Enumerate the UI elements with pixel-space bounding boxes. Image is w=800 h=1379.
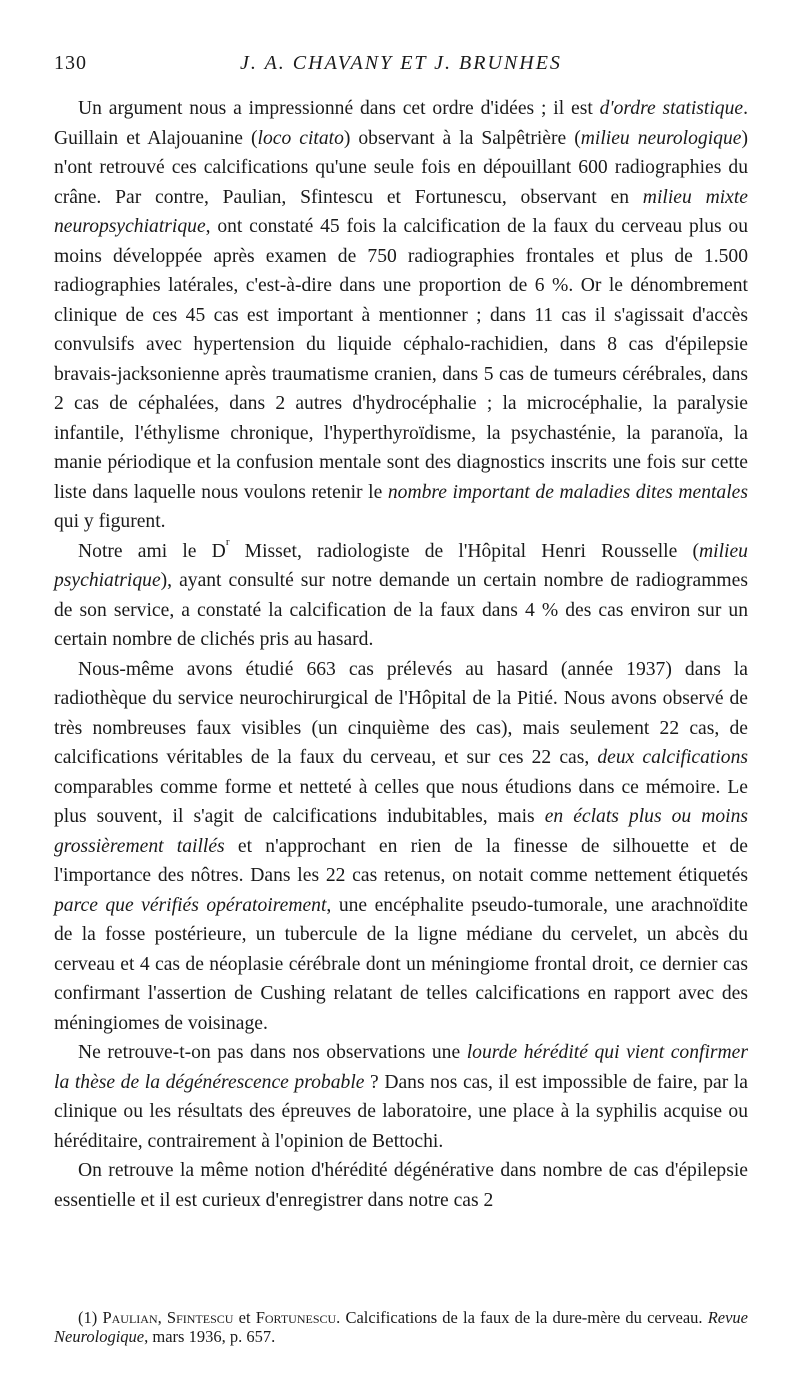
footnote [54,1308,748,1346]
footnote-text: (1) Paulian, Sfintescu et Fortunescu. Calcifications de la faux de la dure-mère du cerveau. Revue Neurologique, mars 1936, p. 657. [54,1308,749,1346]
page-header [54,46,748,80]
paragraph-3: Nous-même avons étudié 663 cas prélevés au hasard (année 1937) dans la radiothèque du service neurochirurgical de l'Hôpital de la Pitié. Nous avons observé de très nombreuses faux visibles (un cinquième des cas), mais seulement 22 cas, de calcifications véritables de la faux du cerveau, et sur ces 22 cas, deux calcifications comparables comme forme et netteté à celles que nous étudions dans ce mémoire. Le plus souvent, il s'agit de calcifications indubitables, mais en éclats plus ou moins grossièrement taillés et n'approchant en rien de la finesse de silhouette et de l'importance des nôtres. Dans les 22 cas retenus, on notait comme nettement étiquetés parce que vérifiés opératoirement, une encéphalite pseudo-tumorale, une arachnoïdite de la fosse postérieure, un tubercule de la ligne médiane du cervelet, un abcès du cerveau et 4 cas de néoplasie cérébrale dont un méningiome frontal droit, ce dernier cas confirmant l'assertion de Cushing relatant de telles calcifications en rapport avec des méningiomes de voisinage. [54,658,749,1034]
paragraph-4: Ne retrouve-t-on pas dans nos observations une lourde hérédité qui vient confirmer la thèse de la dégénérescence probable ? Dans nos cas, il est impossible de faire, par la clinique ou les résultats des épreuves de laboratoire, une place à la syphilis acquise ou héréditaire, contrairement à l'opinion de Bettochi. [54,1042,748,1152]
paragraph-1: Un argument nous a impressionné dans cet ordre d'idées ; il est d'ordre statistique. Guillain et Alajouanine (loco citato) observant à la Salpêtrière (milieu neurologique) n'ont retrouvé ces calcifications qu'une seule fois en dépouillant 600 radiographies du crâne. Par contre, Paulian, Sfintescu et Fortunescu, observant en milieu mixte neuropsychiatrique, ont constaté 45 fois la calcification de la faux du cerveau plus ou moins développée après examen de 750 radiographies frontales et plus de 1.500 radiographies latérales, c'est-à-dire dans une proportion de 6 %. Or le dénombrement clinique de ces 45 cas est important à mentionner ; dans 11 cas il s'agissait d'accès convulsifs avec hypertension du liquide céphalo-rachidien, dans 8 cas d'épilepsie bravais-jacksonienne après traumatisme cranien, dans 5 cas de tumeurs cérébrales, dans 2 cas de céphalées, dans 2 autres d'hydrocéphalie ; la microcéphalie, la paralysie infantile, l'éthylisme chronique, l'hyperthyroïdisme, la psychasténie, la paranoïa, la manie périodique et la confusion mentale sont des diagnostics inscrits une fois sur cette liste dans laquelle nous voulons retenir le nombre important de maladies dites mentales qui y figurent. [54,98,748,532]
footnote-mark: (1) [78,1308,98,1327]
running-head: J. A. CHAVANY ET J. BRUNHES [240,52,562,74]
body-text [54,94,748,1215]
paragraph-2: Notre ami le $D^r$ Misset, radiologiste de l'Hôpital Henri Rousselle (milieu psychiatrique), ayant consulté sur notre demande un certain nombre de radiogrammes de son service, a constaté la calcification de la faux dans 4 % des cas environ sur un certain nombre de clichés pris au hasard. [54,535,748,650]
paragraph-5: On retrouve la même notion d'hérédité dégénérative dans nombre de cas d'épilepsie essentielle et il est curieux d'enregistrer dans notre cas 2 [54,1160,748,1211]
page-number: 130 [54,52,87,74]
